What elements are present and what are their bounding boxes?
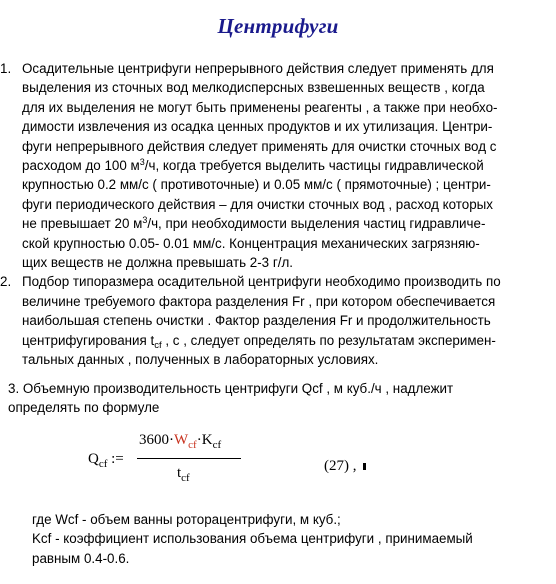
text-line: величине требуемого фактора разделения Fr , при котором обеспечивается [22, 293, 496, 309]
list-item-number: 2. [0, 274, 12, 290]
formula-lhs-symbol: Q [88, 451, 99, 467]
equation-number [324, 458, 366, 475]
formula-w-subscript: cf [188, 439, 197, 451]
text-line: димости извлечения из осадка ценных продуктов и их утилизация. Центри- [22, 119, 493, 135]
formula-k-subscript: cf [212, 439, 222, 451]
text-line: крупностью 0.2 мм/с ( противоточные) и 0.05 мм/с ( прямоточные) ; центри- [22, 177, 491, 193]
text-line: выделения из сточных вод мелкодисперсных взвешенных веществ , когда [22, 80, 485, 96]
fraction-bar [137, 458, 241, 459]
list-item-text [22, 272, 550, 369]
text-line-with-superscript: не превышает 20 $м^3/ч$, при необходимости выделения частиц гидравличе- [22, 215, 486, 232]
text-line-with-superscript: расходом до 100 $м^3/ч$, когда требуется выделить частицы гидравлической [22, 157, 484, 174]
formula-numerator [139, 432, 221, 451]
superscript: 3 [142, 215, 148, 226]
formula-denominator [177, 465, 190, 484]
paragraph-3 [8, 379, 548, 418]
formula-lhs-subscript: cf [98, 458, 108, 470]
definition-line: Kcf - коэффициент использования объема центрифуги , принимаемый [32, 531, 473, 547]
text-line: фуги непрерывного действия следует применять для очистки сточных вод с [22, 138, 497, 154]
formula-k-symbol: K [201, 432, 213, 448]
definition-line: равным 0.4-0.6. [32, 550, 130, 566]
definitions [32, 510, 552, 568]
numbered-list [0, 59, 556, 370]
page-title: Центрифуги [217, 14, 339, 38]
text-line: тальных данных , полученных в лабораторных условиях. [22, 352, 379, 368]
text-line: наибольшая степень очистки . Фактор разделения Fr и продолжительность [22, 313, 491, 329]
text-line: фуги периодического действия – для очистки сточных вод , расход которых [22, 196, 493, 212]
text-line: 3. Объемную производительность центрифуги Qcf , м куб./ч , надлежит [8, 381, 454, 396]
formula-dot: · [196, 432, 202, 448]
formula-t-subscript: cf [181, 472, 190, 484]
text-line-with-subscript: центрифугирования $t_{cf}$ , с , следует определять по результатам эксперимен- [22, 332, 496, 351]
superscript: 3 [139, 157, 145, 168]
list-item-number: 1. [0, 61, 12, 76]
text-line: Осадительные центрифуги непрерывного действия следует применять для [22, 61, 494, 76]
text-line: ской крупностью 0.05- 0.01 мм/с. Концентрация механических загрязняю- [22, 235, 480, 251]
list-item-2 [0, 272, 556, 369]
list-item-1 [0, 59, 556, 272]
text-line: для их выделения не могут быть применены реагенты , а также при необхо- [22, 99, 498, 115]
text-line: Подбор типоразмера осадительной центрифуги необходимо производить по [22, 274, 501, 290]
list-item-text [22, 59, 550, 272]
equation-number-text: (27) , [324, 458, 357, 474]
definition-line: где Wcf - объем ванны роторацентрифуги, м куб.; [32, 512, 341, 527]
formula-t-symbol: t [177, 465, 182, 481]
subscript: cf [154, 339, 162, 351]
text-line: определять по формуле [8, 400, 160, 416]
formula-assign: := [111, 451, 124, 467]
formula-w-symbol: W [174, 432, 189, 448]
formula-coefficient: 3600· [139, 432, 174, 448]
text-line: щих веществ не должна превышать 2-3 г/л. [22, 255, 293, 271]
cursor-mark [363, 463, 366, 470]
formula-lhs [88, 451, 124, 470]
